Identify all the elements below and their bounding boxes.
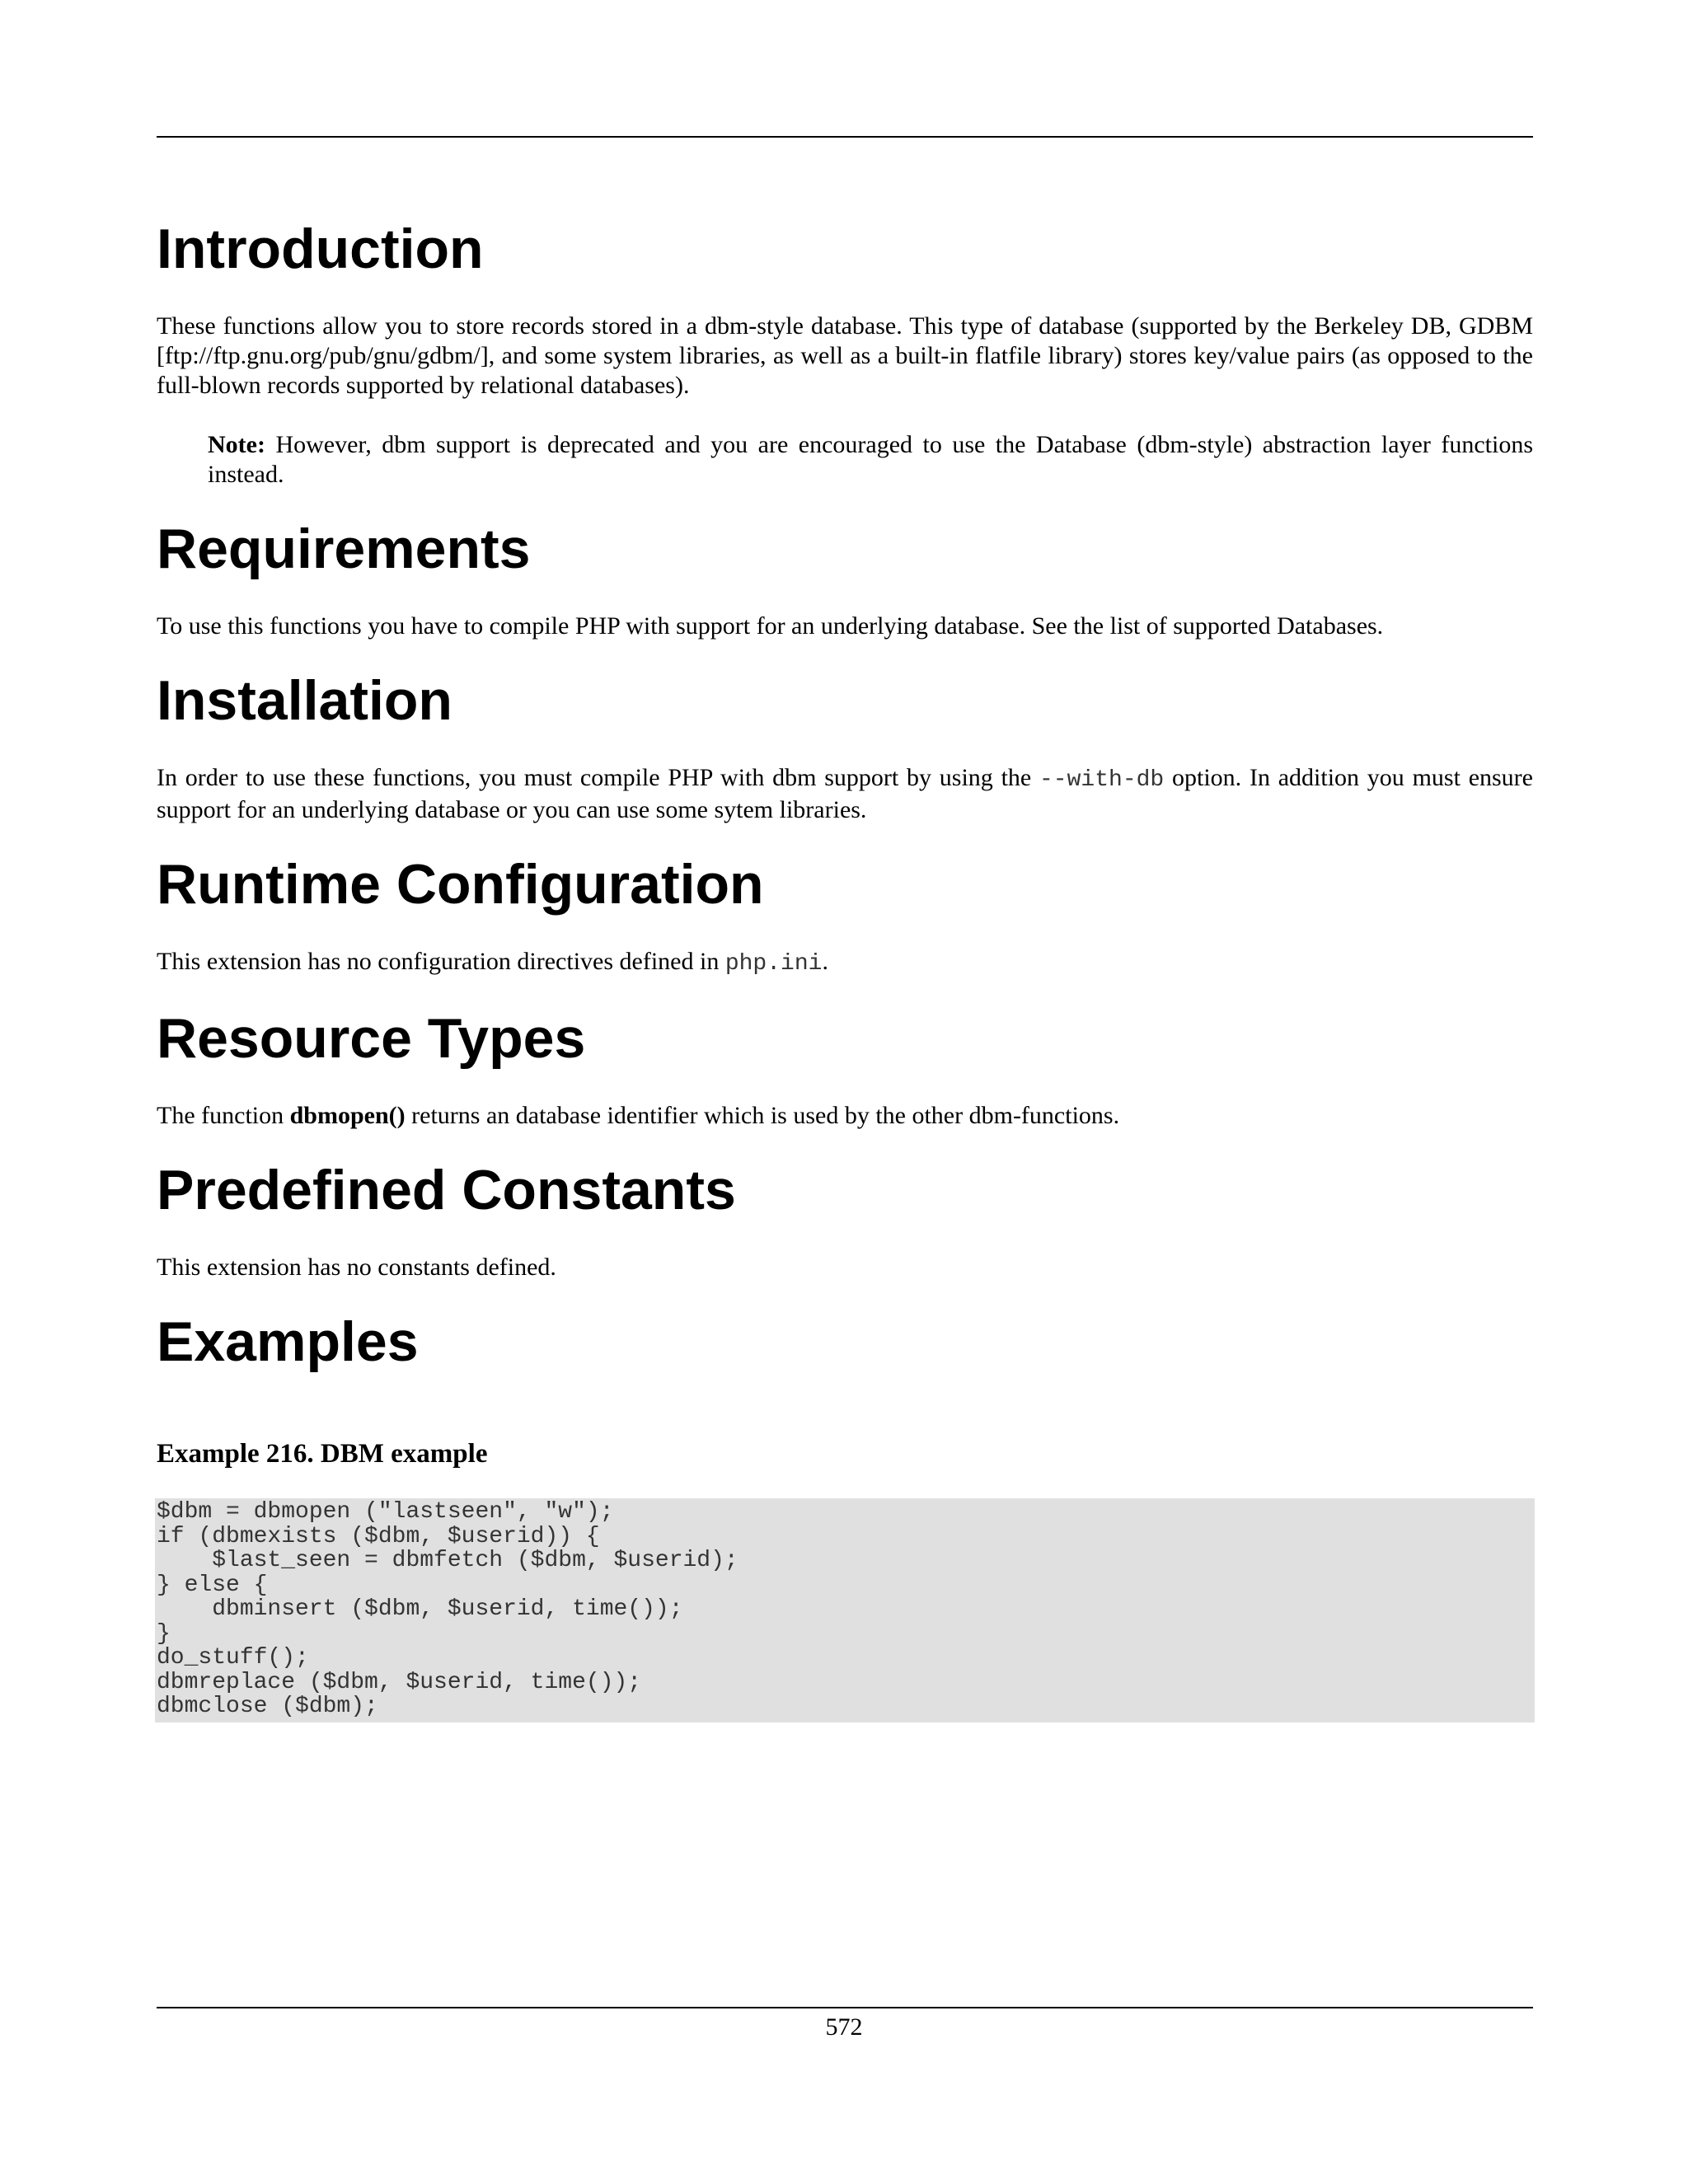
heading-runtime-configuration: Runtime Configuration: [157, 853, 764, 916]
heading-installation: Installation: [157, 669, 452, 732]
installation-text-after: option. In addition you must ensure support for an underlying database or you can use some sytem libraries.: [157, 764, 1533, 823]
runtime-text-before: This extension has no configuration directives defined in: [157, 948, 725, 975]
resource-types-paragraph: [157, 1101, 1533, 1131]
example-title: Example 216. DBM example: [157, 1439, 488, 1469]
php-ini-filename: php.ini: [724, 951, 823, 977]
installation-paragraph: [157, 763, 1533, 825]
heading-resource-types: Resource Types: [157, 1007, 586, 1070]
heading-examples: Examples: [157, 1310, 419, 1373]
introduction-paragraph: These functions allow you to store records stored in a dbm-style database. This type of database (supported by the Berkeley DB, GDBM [ftp://ftp.gnu.org/pub/gnu/gdbm/], and some system libraries, as well as a built-in flatfile library) stores key/value pairs (as opposed to the full-blown records supported by relational databases).: [157, 312, 1533, 399]
page-content: [157, 216, 1533, 1722]
note-text: However, dbm support is deprecated and you are encouraged to use the Database (dbm-style) abstraction layer functions instead.: [208, 431, 1533, 488]
runtime-paragraph: [157, 947, 1533, 979]
dbm-example-code: $dbm = dbmopen ("lastseen", "w"); if (dbmexists ($dbm, $userid)) { $last_seen = dbmfetch ($dbm, $userid); } else { dbminsert ($dbm, $userid, time()); } do_stuff(); dbmreplace ($dbm, $userid, time()); dbmclose ($dbm);: [155, 1498, 1535, 1722]
heading-introduction: Introduction: [157, 218, 484, 280]
requirements-paragraph: To use this functions you have to compile PHP with support for an underlying database. See the list of supported Databases.: [157, 612, 1384, 640]
page-number: 572: [825, 2013, 863, 2041]
heading-predefined-constants: Predefined Constants: [157, 1159, 736, 1221]
footer-rule: [157, 2007, 1533, 2008]
note-label: Note:: [208, 431, 265, 458]
constants-paragraph: This extension has no constants defined.: [157, 1254, 556, 1281]
runtime-text-after: .: [822, 948, 828, 975]
header-rule: [157, 136, 1533, 138]
heading-requirements: Requirements: [157, 518, 531, 580]
resource-text-before: The function: [157, 1102, 290, 1129]
installation-text-before: In order to use these functions, you must compile PHP with dbm support by using the: [157, 764, 1039, 791]
introduction-note: [208, 430, 1533, 490]
resource-text-after: returns an database identifier which is used by the other dbm-functions.: [405, 1102, 1120, 1129]
dbmopen-function: dbmopen(): [289, 1102, 406, 1129]
with-db-option: --with-db: [1039, 767, 1165, 793]
